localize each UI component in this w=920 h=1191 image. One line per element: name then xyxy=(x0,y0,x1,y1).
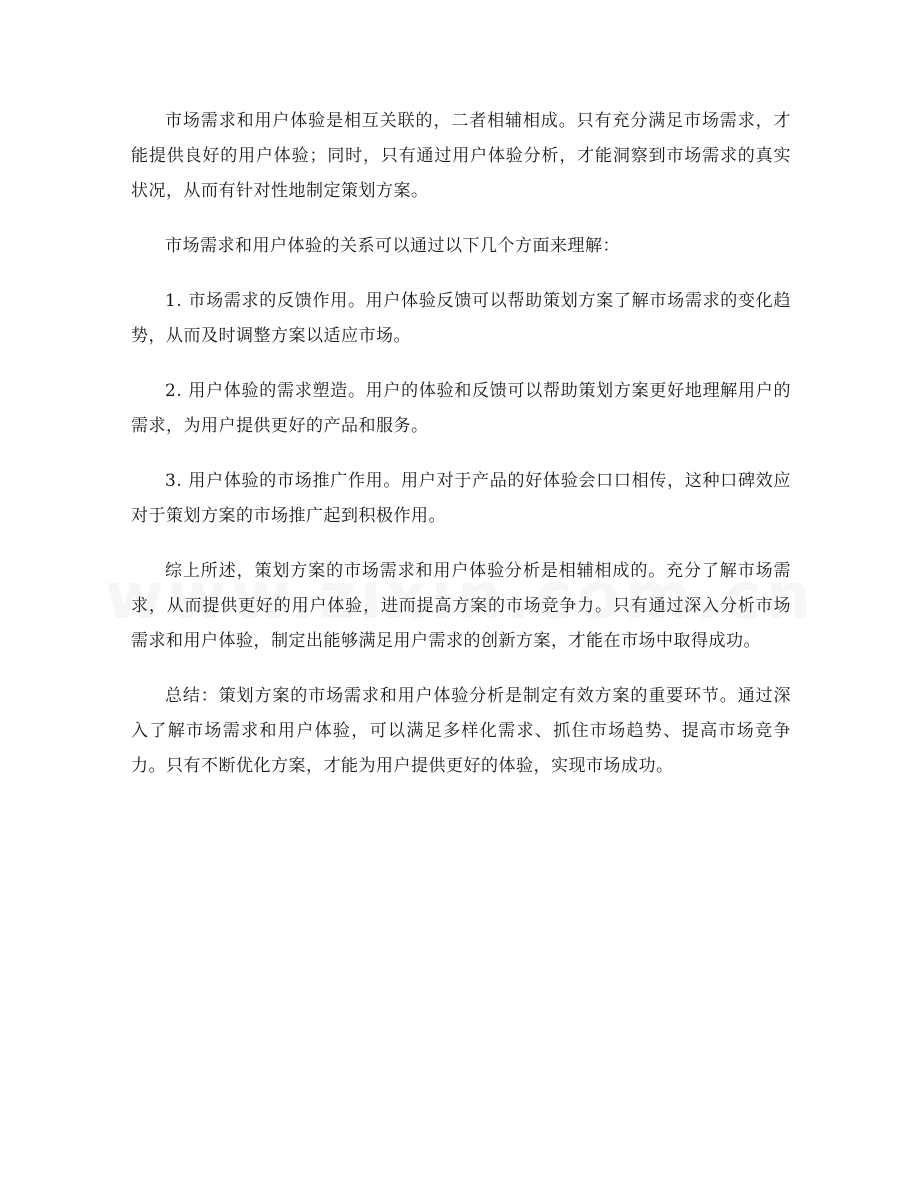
paragraph-conclusion: 总结：策划方案的市场需求和用户体验分析是制定有效方案的重要环节。通过深入了解市场需求和用户体验，可以满足多样化需求、抓住市场趋势、提高市场竞争力。只有不断优化方案，才能为用户提供更好的体验，实现市场成功。 xyxy=(131,686,791,776)
paragraph-relationship-lead: 市场需求和用户体验的关系可以通过以下几个方面来理解： xyxy=(165,236,620,256)
paragraph-intro: 市场需求和用户体验是相互关联的，二者相辅相成。只有充分满足市场需求，才能提供良好的用户体验；同时，只有通过用户体验分析，才能洞察到市场需求的真实状况，从而有针对性地制定策划方案。 xyxy=(131,111,791,201)
paragraph-summary: 综上所述，策划方案的市场需求和用户体验分析是相辅相成的。充分了解市场需求，从而提供更好的用户体验，进而提高方案的市场竞争力。只有通过深入分析市场需求和用户体验，制定出能够满足用户需求的创新方案，才能在市场中取得成功。 xyxy=(131,561,791,651)
list-item-1: 1. 市场需求的反馈作用。用户体验反馈可以帮助策划方案了解市场需求的变化趋势，从而及时调整方案以适应市场。 xyxy=(131,291,791,346)
document-body xyxy=(131,104,791,804)
list-item-3: 3. 用户体验的市场推广作用。用户对于产品的好体验会口口相传，这种口碑效应对于策划方案的市场推广起到积极作用。 xyxy=(131,471,791,526)
list-item-2: 2. 用户体验的需求塑造。用户的体验和反馈可以帮助策划方案更好地理解用户的需求，为用户提供更好的产品和服务。 xyxy=(131,381,791,436)
